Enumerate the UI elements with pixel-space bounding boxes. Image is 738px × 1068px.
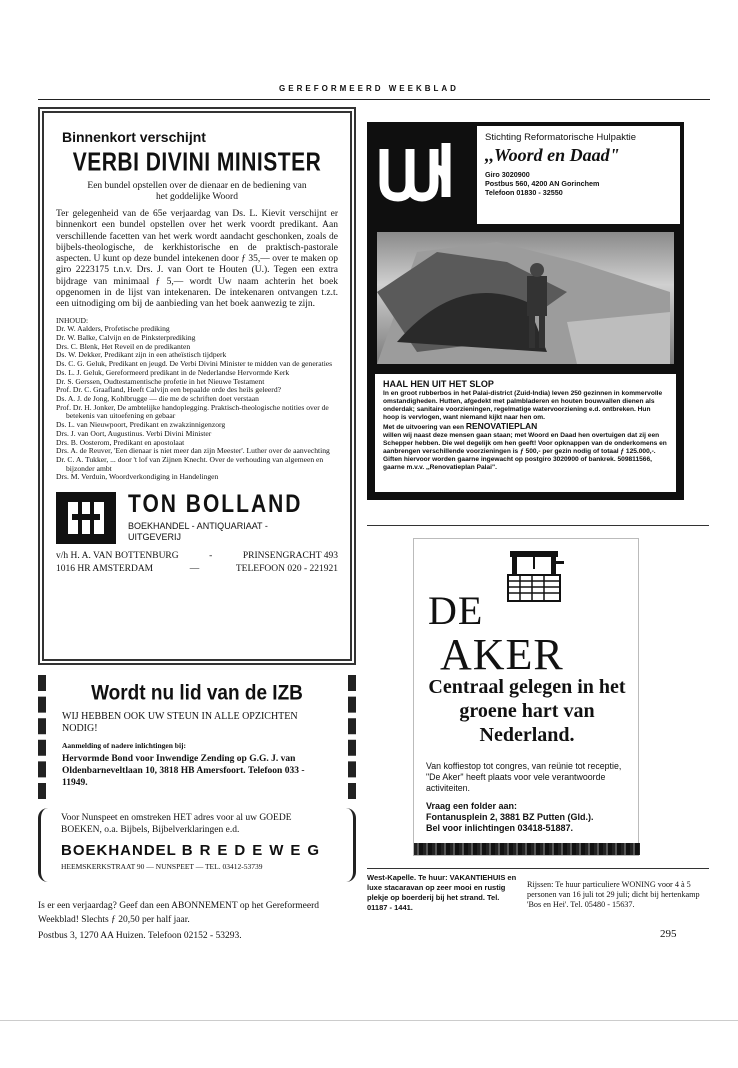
wd-text4: Giften hiervoor worden gaarne ingewacht op postgiro 3020900 of bankrek. 509811566, gaarne m.v.v. ,,Renovatieplan Palai". bbox=[383, 456, 652, 471]
address-right: PRINSENGRACHT 493 bbox=[242, 551, 338, 562]
wd-name: ,,Woord en Daad" bbox=[485, 145, 620, 165]
list-item: Prof. Dr. C. Graafland, Heeft Calvijn een bepaalde orde des heils geleerd? bbox=[56, 385, 281, 395]
contents-list bbox=[56, 317, 338, 482]
list-item: Dr. W. Balke, Calvijn en de Pinksterprediking bbox=[56, 333, 196, 343]
publisher-block bbox=[56, 492, 338, 544]
page-header: GEREFORMEERD WEEKBLAD bbox=[279, 84, 459, 93]
wd-info bbox=[477, 126, 680, 224]
address-left: 1016 HR AMSTERDAM bbox=[56, 564, 154, 575]
publisher-sub1: BOEKHANDEL - ANTIQUARIAAT - bbox=[128, 521, 268, 532]
book-subtitle: Een bundel opstellen over de dienaar en de bediening van het goddelijke Woord bbox=[87, 181, 307, 202]
publisher-sub2: UITGEVERIJ bbox=[128, 532, 182, 543]
aker-de: DE bbox=[428, 588, 484, 633]
aker-name: AKER bbox=[440, 630, 564, 679]
column-rule bbox=[367, 525, 709, 526]
wd-renovatieplan: RENOVATIEPLAN bbox=[465, 421, 538, 431]
list-item: Ds. L. van Nieuwpoort, Predikant en zwakzinnigenzorg bbox=[56, 420, 226, 430]
de-aker-ad bbox=[413, 538, 639, 856]
address-right: TELEFOON 020 - 221921 bbox=[235, 564, 338, 575]
aker-slogan: Centraal gelegen in het groene hart van Nederland. bbox=[428, 676, 626, 746]
page-bottom-rule bbox=[0, 1020, 738, 1021]
wd-text2 bbox=[383, 422, 668, 432]
verbi-divini-ad bbox=[38, 107, 356, 665]
aker-folder-label: Vraag een folder aan: bbox=[426, 801, 518, 811]
woord-en-daad-ad bbox=[367, 122, 684, 500]
publisher-address-line1 bbox=[56, 550, 338, 563]
aker-footer-bar bbox=[414, 843, 640, 855]
ad-heading: Binnenkort verschijnt bbox=[62, 129, 206, 145]
wd-giro: Giro 3020900 bbox=[485, 170, 530, 179]
book-title: VERBI DIVINI MINISTER bbox=[72, 148, 322, 177]
subscription-notice bbox=[38, 900, 356, 944]
list-item: Drs. B. Oosterom, Predikant en apostolaat bbox=[56, 437, 185, 447]
aker-text: Van koffiestop tot congres, van reünie tot receptie, "De Aker" heeft plaats voor vele verantwoorde activiteiten. bbox=[426, 761, 622, 793]
page-number: 295 bbox=[660, 928, 677, 940]
aker-folder bbox=[426, 801, 594, 834]
aker-info: Bel voor inlichtingen 03418-51887. bbox=[426, 823, 574, 833]
aker-address: Fontanusplein 2, 3881 BZ Putten (Gld.). bbox=[426, 812, 594, 822]
wd-headline: HAAL HEN UIT HET SLOP bbox=[383, 379, 494, 389]
izb-line2: Aanmelding of nadere inlichtingen bij: bbox=[62, 741, 187, 750]
list-item: Dr. C. A. Tukker, ... door 't lof van Zijnen Knecht. Over de verhouding van algemeen en bijzonder ambt bbox=[56, 454, 324, 473]
well-icon bbox=[504, 547, 564, 608]
izb-title: Wordt nu lid van de IZB bbox=[91, 681, 303, 705]
list-item: Ds. L. J. Geluk, Gereformeerd predikant in de Nederlandse Hervormde Kerk bbox=[56, 367, 290, 377]
bredeweg-intro: Voor Nunspeet en omstreken HET adres voor al uw GOEDE BOEKEN, o.a. Bijbels, Bijbelverklaringen e.d. bbox=[61, 813, 292, 835]
list-item: Ds. C. G. Geluk, Predikant en jeugd. De Verbi Divini Minister te midden van de generaties bbox=[56, 359, 333, 369]
list-item: Drs. A. de Reuver, 'Een dienaar is niet meer dan zijn Meester'. Luther over de aanvechting bbox=[56, 446, 330, 456]
wd-postbus: Postbus 560, 4200 AN Gorinchem bbox=[485, 179, 600, 188]
list-item: Dr. S. Gerssen, Oudtestamentische profetie in het Nieuwe Testament bbox=[56, 376, 265, 386]
list-item: Dr. W. Aalders, Profetische prediking bbox=[56, 324, 170, 334]
bolland-logo-icon bbox=[56, 492, 116, 544]
list-item: Ds. W. Dekker, Predikant zijn in een atheïstisch tijdperk bbox=[56, 350, 227, 360]
address-left: v/h H. A. VAN BOTTENBURG bbox=[56, 551, 179, 562]
wd-text3: willen wij naast deze mensen gaan staan; met Woord en Daad hen overtuigen dat zij een Schepper hebben. Die wel degelijk om hen geeft! Voor opknappen van de onderkomens en aanbrengen verschillende voorzieningen is ƒ 500,- per gezin nodig of totaal ƒ 125.000,-. bbox=[383, 432, 667, 455]
wd-text bbox=[375, 374, 676, 492]
publisher-name: TON BOLLAND bbox=[128, 490, 303, 519]
list-item: Drs. C. Blenk, Het Reveil en de predikanten bbox=[56, 341, 191, 351]
list-item: Prof. Dr. H. Jonker, De ambtelijke handoplegging. Praktisch-theologische notities over de betekenis van uitoefening en gebaar bbox=[56, 402, 329, 421]
bredeweg-name-b: BREDEWEG bbox=[181, 842, 327, 859]
classified-westkapelle: West-Kapelle. Te huur: VAKANTIEHUIS en luxe stacaravan op zeer mooi en rustig plekje op boerderij bij het strand. Tel. 01187 - 1441. bbox=[367, 873, 517, 912]
wd-logo-icon bbox=[371, 126, 471, 218]
list-item: Ds. A. J. de Jong, Kohlbrugge — die me de schriften doet verstaan bbox=[56, 394, 259, 403]
izb-line1: WIJ HEBBEN OOK UW STEUN IN ALLE OPZICHTEN NODIG! bbox=[62, 711, 298, 734]
wd-text2a: Met de uitvoering van een bbox=[383, 424, 464, 431]
bredeweg-address: HEEMSKERKSTRAAT 90 — NUNSPEET — TEL. 03412-53739 bbox=[61, 862, 263, 871]
address-separator: - bbox=[209, 551, 213, 562]
header-rule bbox=[38, 99, 710, 100]
publisher-address-line2 bbox=[56, 563, 338, 576]
wd-text1: In en groot rubberbos in het Palai-district (Zuid-India) leven 250 gezinnen in kommervolle omstandigheden. Hutten, afgedekt met palmbladeren en houten bouwvallen dienen als onderdak; sanitaire voorzieningen, regelmatige watervoorziening e.d. ontbreken. Hun hoop is vervlogen, want niemand kijkt naar hen om. bbox=[383, 390, 663, 421]
izb-address: Hervormde Bond voor Inwendige Zending op G.G. J. van Oldenbarneveltlaan 10, 3818 HB Amersfoort. Telefoon 033 - 11949. bbox=[62, 754, 305, 788]
address-separator: — bbox=[189, 564, 200, 575]
bredeweg-ad bbox=[38, 808, 356, 882]
subscription-address: Postbus 3, 1270 AA Huizen. Telefoon 02152 - 53293. bbox=[38, 931, 242, 941]
wd-tel: Telefoon 01830 - 32550 bbox=[485, 188, 563, 197]
bredeweg-name bbox=[61, 842, 333, 859]
contents-label: INHOUD: bbox=[56, 315, 89, 325]
ad-body: Ter gelegenheid van de 65e verjaardag van Ds. L. Kievit verschijnt er binnenkort een bundel opstellen over het werk voordt predikant. Aan verschillende facetten van het werk wordt aandacht geschonken, zoals de bijbels-theologische, de kerkhistorische en de praktisch-pastorale aspecten. U kunt op deze bundel intekenen door ƒ 35,— over te maken op giro 2223175 t.n.v. Drs. J. van Oort te Houten (U.). Tegen een extra bijdrage van minimaal ƒ 5,— wordt Uw naam achterin het boek opgenomen in de lijst van intekenaren. De intekenaren ontvangen t.z.t. een uitnodiging om bij de aanbieding van het boek aanwezig te zijn. bbox=[56, 209, 338, 310]
classified-rijssen: Rijssen: Te huur particuliere WONING voor 4 à 5 personen van 16 juli tot 29 juli; dicht bij hertenkamp 'Bos en Hei'. Tel. 05480 - 15637. bbox=[527, 880, 700, 909]
bredeweg-name-a: BOEKHANDEL bbox=[61, 842, 177, 859]
wd-photo bbox=[377, 232, 674, 364]
list-item: Drs. M. Verduin, Woordverkondiging in Handelingen bbox=[56, 472, 219, 482]
izb-ad bbox=[38, 675, 356, 799]
wd-org: Stichting Reformatorische Hulpaktie bbox=[485, 132, 637, 143]
list-item: Drs. J. van Oort, Augustinus. Verbi Divini Minister bbox=[56, 428, 212, 438]
column-rule bbox=[367, 868, 709, 869]
subscription-text: Is er een verjaardag? Geef dan een ABONNEMENT op het Gereformeerd Weekblad! Slechts ƒ 20,50 per half jaar. bbox=[38, 901, 320, 925]
